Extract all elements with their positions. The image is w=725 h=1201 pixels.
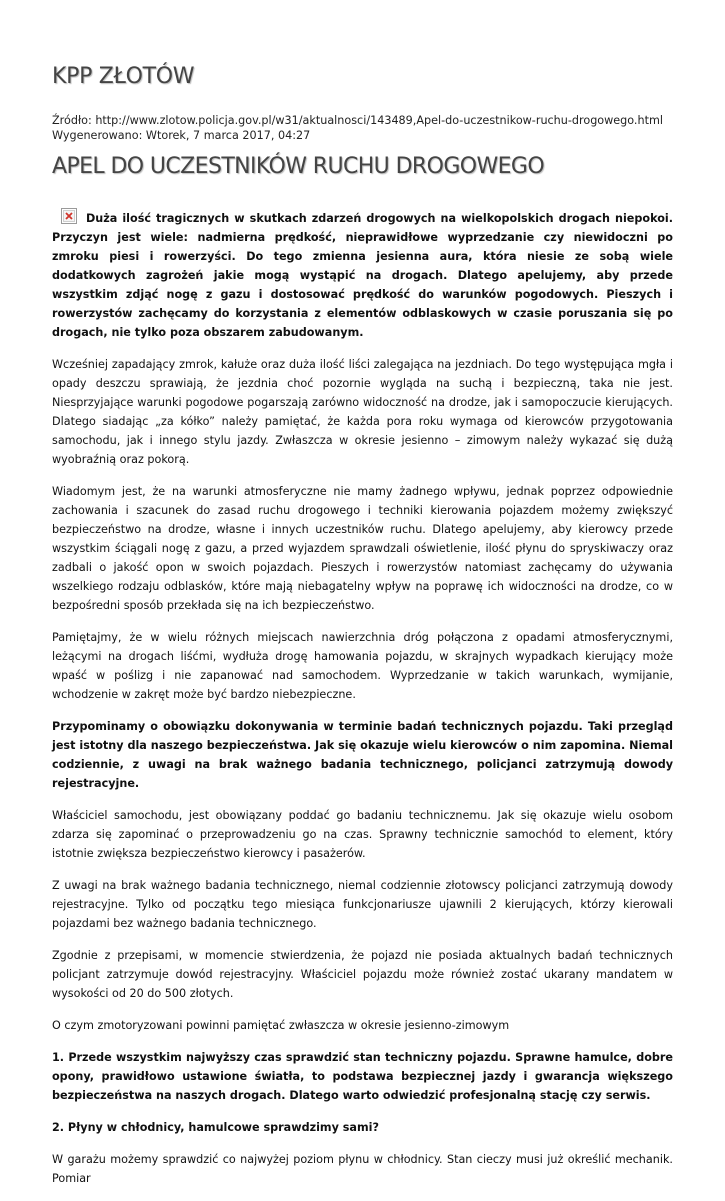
generated-line: Wygenerowano: Wtorek, 7 marca 2017, 04:27 xyxy=(52,129,311,142)
document-meta xyxy=(52,113,663,143)
paragraph-6: Z uwagi na brak ważnego badania technicznego, niemal codziennie złotowscy policjanci zatrzymują dowody rejestracyjne. Tylko od początku tego miesiąca funkcjonariusze ujawnili 2 kierujących, którzy kierowali pojazdami bez ważnego badania technicznego. xyxy=(52,879,673,930)
paragraph-1: Wcześniej zapadający zmrok, kałuże oraz duża ilość liści zalegająca na jezdniach. Do tego występująca mgła i opady deszczu sprawiają, że jezdnia choć pozornie wygląda na suchą i bezpieczną, taka nie jest. Niesprzyjające warunki pogodowe pogarszają zarówno widoczność na drodze, jak i samopoczucie kierujących. Dlatego siadając „za kółko” należy pamiętać, że każda pora roku wymaga od kierowców przygotowania samochodu, jak i innego stylu jazdy. Zwłaszcza w okresie jesienno – zimowym należy wykazać się dużą wyobraźnią oraz pokorą. xyxy=(52,358,673,466)
source-line: Źródło: http://www.zlotow.policja.gov.pl/w31/aktualnosci/143489,Apel-do-uczestnikow-ruchu-drogowego.html xyxy=(52,114,663,127)
paragraph-7: Zgodnie z przepisami, w momencie stwierdzenia, że pojazd nie posiada aktualnych badań technicznych policjant zatrzymuje dowód rejestracyjny. Właściciel pojazdu może również zostać ukarany mandatem w wysokości od 20 do 500 złotych. xyxy=(52,949,673,1000)
article-body xyxy=(52,208,673,1201)
paragraph-5: Właściciel samochodu, jest obowiązany poddać go badaniu technicznemu. Jak się okazuje wielu osobom zdarza się zapominać o przeprowadzeniu go na czas. Sprawny technicznie samochód to element, który istotnie zwiększa bezpieczeństwo kierowcy i pasażerów. xyxy=(52,809,673,860)
paragraph-2: Wiadomym jest, że na warunki atmosferyczne nie mamy żadnego wpływu, jednak poprzez odpowiednie zachowania i szacunek do zasad ruchu drogowego i techniki kierowania pojazdem możemy zwiększyć bezpieczeństwo na drodze, własne i innych uczestników ruchu. Dlatego apelujemy, aby kierowcy przede wszystkim ściągali nogę z gazu, a przed wyjazdem sprawdzali oświetlenie, ilość płynu do spryskiwaczy oraz zadbali o jakość opon w swoich pojazdach. Pieszych i rowerzystów natomiast zachęcamy do używania wszelkiego rodzaju odblasków, które mają niebagatelny wpływ na poprawę ich widoczności na drodze, co w bezpośredni sposób przekłada się na ich bezpieczeństwo. xyxy=(52,485,673,612)
article-lead xyxy=(52,208,673,342)
paragraph-10: 2. Płyny w chłodnicy, hamulcowe sprawdzimy sami? xyxy=(52,1121,379,1134)
paragraph-11: W garażu możemy sprawdzić co najwyżej poziom płynu w chłodnicy. Stan cieczy musi już określić mechanik. Pomiar xyxy=(52,1153,673,1185)
broken-image-icon xyxy=(61,208,77,224)
site-title: KPP ZŁOTÓW xyxy=(52,64,195,89)
paragraph-3: Pamiętajmy, że w wielu różnych miejscach nawierzchnia dróg połączona z opadami atmosferycznymi, leżącymi na drogach liśćmi, wydłuża drogę hamowania pojazdu, w skrajnych wypadkach kierujący może wpaść w poślizg i nie zapanować nad samochodem. Wyprzedzanie w takich warunkach, wymijanie, wchodzenie w zakręt może być bardzo niebezpieczne. xyxy=(52,631,673,701)
article-title: APEL DO UCZESTNIKÓW RUCHU DROGOWEGO xyxy=(52,154,545,179)
paragraph-4: Przypominamy o obowiązku dokonywania w terminie badań technicznych pojazdu. Taki przegląd jest istotny dla naszego bezpieczeństwa. Jak się okazuje wielu kierowców o nim zapomina. Niemal codziennie, z uwagi na brak ważnego badania technicznego, policjanci zatrzymują dowody rejestracyjne. xyxy=(52,720,673,790)
paragraph-9: 1. Przede wszystkim najwyższy czas sprawdzić stan techniczny pojazdu. Sprawne hamulce, dobre opony, prawidłowo ustawione światła, to podstawa bezpiecznej jazdy i gwarancja większego bezpieczeństwa na naszych drogach. Dlatego warto odwiedzić profesjonalną stację czy serwis. xyxy=(52,1051,673,1102)
lead-text: Duża ilość tragicznych w skutkach zdarzeń drogowych na wielkopolskich drogach niepokoi. Przyczyn jest wiele: nadmierna prędkość, nieprawidłowe wyprzedzanie czy niewidoczni po zmroku piesi i rowerzyści. Do tego zmienna jesienna aura, która niesie ze sobą wiele dodatkowych zagrożeń jakie mogą wystąpić na drogach. Dlatego apelujemy, aby przede wszystkim zdjąć nogę z gazu i dostosować prędkość do warunków pogodowych. Pieszych i rowerzystów zachęcamy do korzystania z elementów odblaskowych w czasie poruszania się po drogach, nie tylko poza obszarem zabudowanym. xyxy=(52,212,673,339)
paragraph-8: O czym zmotoryzowani powinni pamiętać zwłaszcza w okresie jesienno-zimowym xyxy=(52,1019,510,1032)
